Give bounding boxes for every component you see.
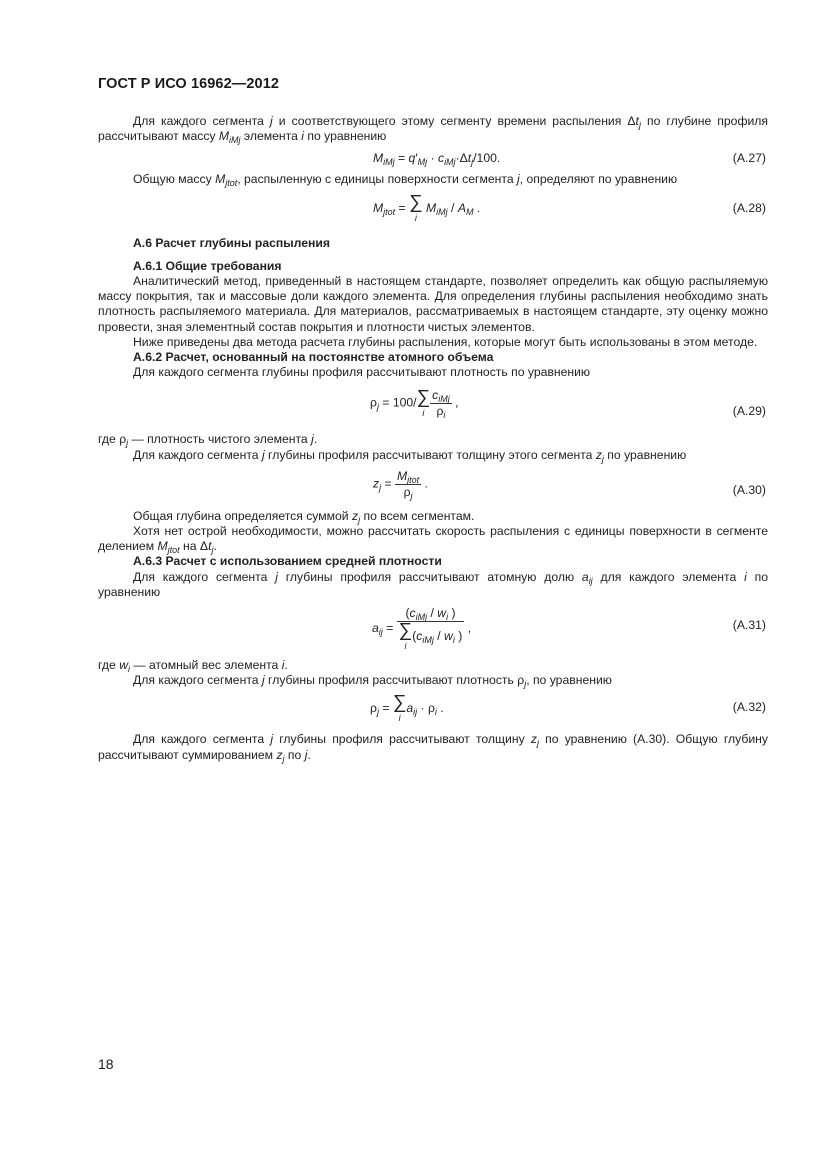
equation-number: (А.29) [732, 404, 766, 419]
paragraph-total-depth: Общая глубина определяется суммой $z_j$ по всем сегментам. [133, 508, 475, 525]
equation-a30: $z_j$ = $\frac{M_{jtot}}{\rho_j}$ . (А.30) [373, 468, 766, 501]
paragraph-total-mass: Общую массу $M_{jtot}$, распыленную с единицы поверхности сегмента j, определяют по уравнению [133, 172, 678, 189]
equation-a28: $M_{jtot}$ = ∑ i $M_{iMj} / A_M$ . (А.28) [373, 191, 766, 223]
equation-a27: $M_{iMj} = q'_{Mj} \cdot c_{iMj}\cdot\Delta t_j/100$. (А.27) [373, 151, 766, 168]
page-number: 18 [98, 1056, 114, 1072]
paragraph-sputter-rate: Хотя нет острой необходимости, можно рассчитать скорость распыления с единицы поверхности в сегменте делением $M_{jtot}$ на $\Delta t_j$. [98, 524, 768, 556]
section-heading-a62: А.6.2 Расчет, основанный на постоянстве атомного объема [133, 350, 494, 365]
paragraph-where-rho: где $\rho_j$ — плотность чистого элемента j. [98, 432, 318, 449]
equation-number: (А.27) [732, 151, 766, 166]
document-body [98, 114, 768, 763]
paragraph-density-intro: Для каждого сегмента глубины профиля рассчитывают плотность по уравнению [133, 365, 591, 380]
paragraph-where-w: где $w_i$ — атомный вес элемента i. [98, 658, 288, 675]
paragraph-general-requirements: Аналитический метод, приведенный в настоящем стандарте, позволяет определить как общую распыляемую массу покрытия, так и массовые доли каждого элемента. Для определения глубины распыления необходимо знать плотность распыляемого материала. Для материалов, рассматриваемых в настоящем стандарте, эту оценку можно провести, зная элементный состав покрытия и плотности чистых элементов. [98, 274, 768, 334]
paragraph-two-methods: Ниже приведены два метода расчета глубины распыления, которые могут быть использованы в этом методе. [133, 334, 758, 349]
equation-number: (А.28) [732, 200, 766, 215]
page-header: ГОСТ Р ИСО 16962—2012 [98, 76, 280, 92]
section-heading-a63: А.6.3 Расчет с использованием средней плотности [133, 554, 442, 569]
equation-number: (А.32) [732, 700, 766, 715]
paragraph-mean-density-intro: Для каждого сегмента j глубины профиля рассчитывают плотность $\rho_j$, по уравнению [133, 673, 612, 690]
section-heading-a61: А.6.1 Общие требования [133, 258, 282, 273]
paragraph-atomic-fraction-intro: Для каждого сегмента j глубины профиля рассчитывают атомную долю $a_{ij}$ для каждого элемента i по уравнению [98, 569, 768, 599]
paragraph-segment-mass: Для каждого сегмента j и соответствующего этому сегменту времени распыления $\Delta t_j$ по глубине профиля рассчитывают массу $M_{iMj}$ элемента i по уравнению [98, 114, 768, 146]
paragraph-thickness-intro: Для каждого сегмента j глубины профиля рассчитывают толщину этого сегмента $z_j$ по уравнению [133, 447, 687, 464]
equation-a29: $\rho_j = 100/$ ∑ i $\frac{c_{iMj}}{\rho_i}$ , (А.29) [370, 386, 766, 421]
equation-a32: $\rho_j$ = ∑ i $a_{ij} \cdot \rho_i$ . (А.32) [370, 692, 766, 724]
equation-a31: $a_{ij}$ = ($c_{iMj} / w_i$ ) ∑ i ($c_{iMj} / w_i$ ) , (А.31) [372, 606, 766, 652]
equation-number: (А.31) [732, 618, 766, 633]
section-heading-a6: А.6 Расчет глубины распыления [133, 235, 331, 250]
equation-number: (А.30) [732, 482, 766, 497]
paragraph-final-depth: Для каждого сегмента j глубины профиля рассчитывают толщину $z_j$ по уравнению (А.30). Общую глубину рассчитывают суммированием $z_j$ по j. [98, 732, 768, 764]
